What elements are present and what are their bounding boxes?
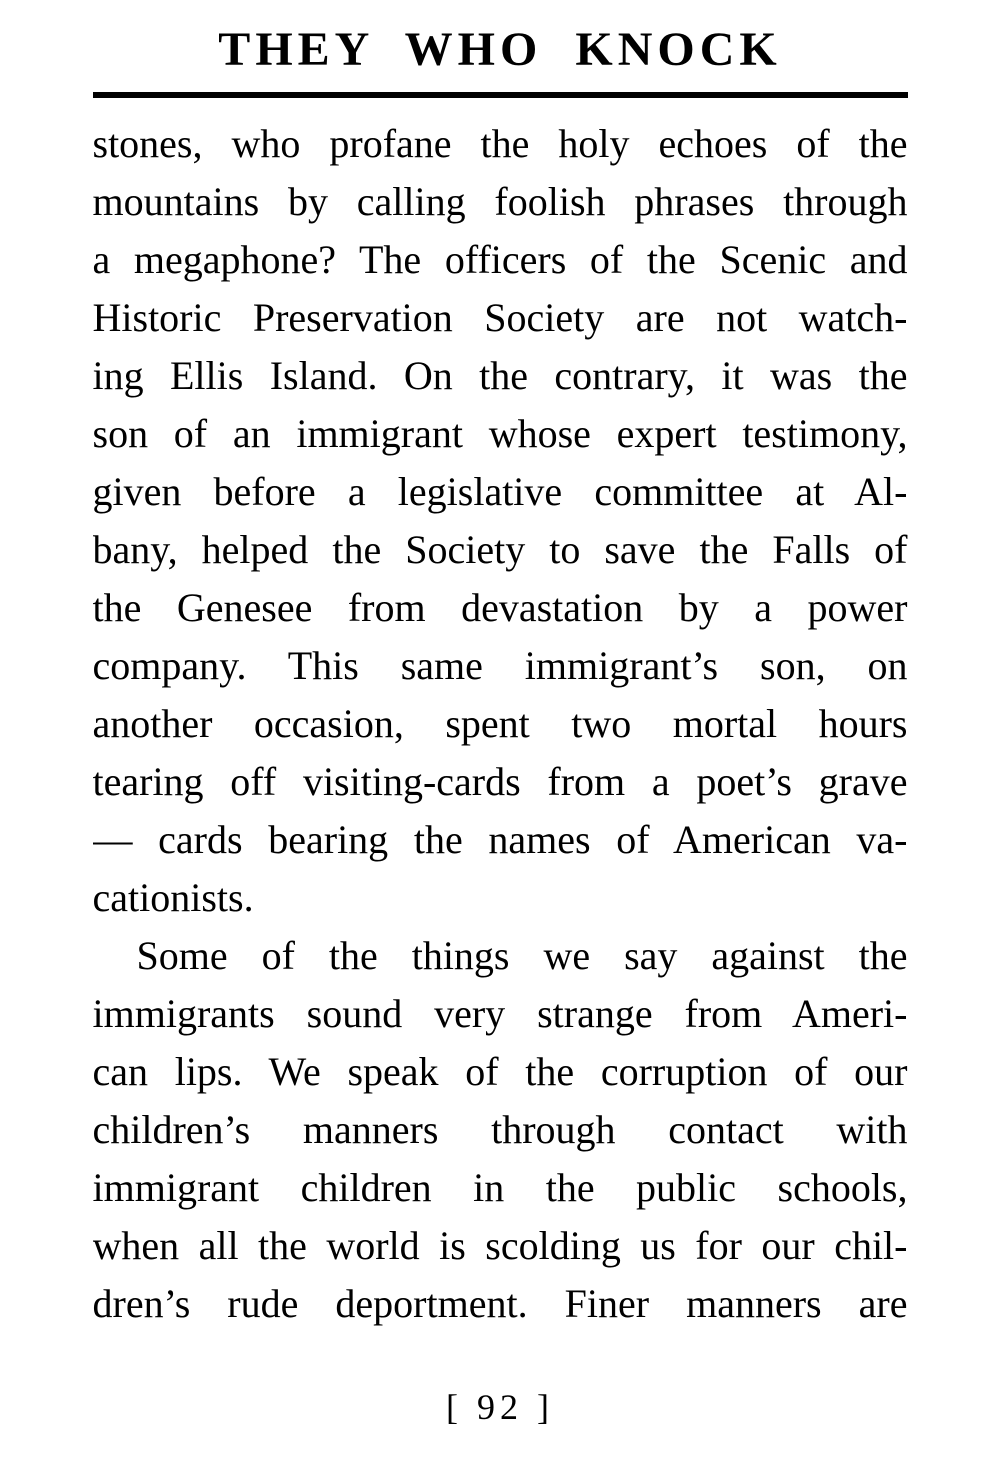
text-line: — cards bearing the names of American va-: [92, 817, 908, 862]
text-line: given before a legislative committee at Al-: [92, 469, 908, 514]
running-header: THEY WHO KNOCK: [218, 23, 782, 76]
text-line: mountains by calling foolish phrases through: [92, 179, 908, 224]
text-line: children’s manners through contact with: [92, 1107, 908, 1152]
text-line: Some of the things we say against the: [136, 933, 908, 978]
text-line: a megaphone? The officers of the Scenic and: [92, 237, 908, 282]
text-line: ing Ellis Island. On the contrary, it was the: [92, 353, 908, 398]
page-footer: [0, 1385, 1000, 1429]
text-line: immigrants sound very strange from Ameri-: [92, 991, 908, 1036]
page-number: [ 92 ]: [446, 1387, 554, 1427]
text-line: can lips. We speak of the corruption of our: [92, 1049, 908, 1094]
text-line: when all the world is scolding us for our chil-: [92, 1223, 908, 1268]
page-header: [0, 0, 1000, 98]
text-line: dren’s rude deportment. Finer manners are: [92, 1281, 908, 1326]
text-line: Historic Preservation Society are not watch-: [92, 295, 908, 340]
text-line: stones, who profane the holy echoes of the: [92, 121, 908, 166]
text-line: bany, helped the Society to save the Falls of: [92, 527, 908, 572]
text-line: immigrant children in the public schools,: [92, 1165, 908, 1210]
text-line: the Genesee from devastation by a power: [92, 585, 908, 630]
text-line: company. This same immigrant’s son, on: [92, 643, 908, 688]
text-line: cationists.: [92, 875, 254, 920]
text-line: another occasion, spent two mortal hours: [92, 701, 908, 746]
text-line: tearing off visiting-cards from a poet’s grave: [92, 759, 908, 804]
text-line: son of an immigrant whose expert testimony,: [92, 411, 908, 456]
body-text: [93, 115, 908, 1333]
header-rule: [93, 92, 908, 98]
